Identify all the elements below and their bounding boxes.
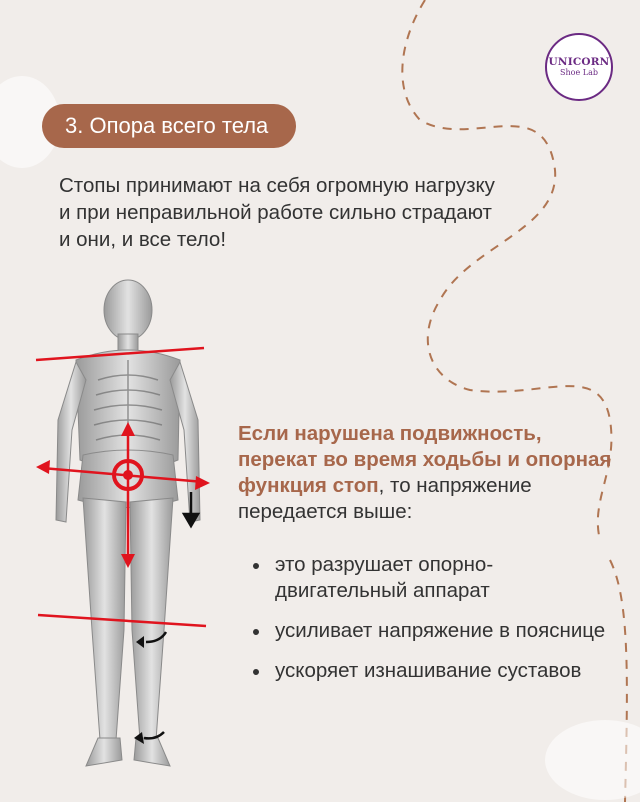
effect-text: ускоряет изнашивание суставов xyxy=(275,659,582,682)
effect-text: это разрушает опорно-двигательный аппарат xyxy=(275,553,494,602)
list-item xyxy=(253,552,613,604)
callout-highlight: Если нарушена подвижность, перекат во время ходьбы и опорная функция стоп xyxy=(238,422,612,497)
section-title: 3. Опора всего тела xyxy=(42,104,296,148)
callout-text xyxy=(238,421,618,525)
brand-logo-main: UNICORN xyxy=(548,56,610,68)
body-figure-illustration xyxy=(28,270,238,802)
brand-logo-sub: Shoe Lab xyxy=(560,68,598,77)
intro-text: Стопы принимают на себя огромную нагрузку и при неправильной работе сильно страдают и они, и все тело! xyxy=(59,174,495,251)
effect-text: усиливает напряжение в пояснице xyxy=(275,619,606,642)
brand-logo xyxy=(545,33,613,101)
callout-rest: , то напряжение передается выше: xyxy=(238,474,532,523)
list-item xyxy=(253,618,613,644)
bullet-icon xyxy=(253,669,259,675)
list-item xyxy=(253,658,613,684)
bullet-icon xyxy=(253,629,259,635)
bullet-icon xyxy=(253,563,259,569)
effects-list xyxy=(253,552,613,698)
